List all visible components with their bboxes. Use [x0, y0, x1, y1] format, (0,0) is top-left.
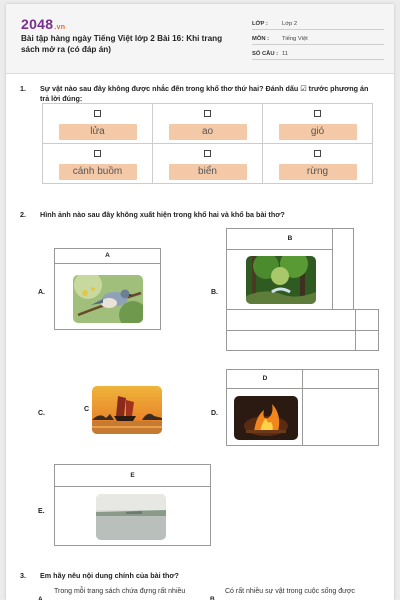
meta-question-count: SỐ CÂU : 11 [252, 46, 384, 60]
option-e-box[interactable]: E [54, 464, 211, 546]
table-divider [226, 249, 333, 250]
table-divider [226, 330, 379, 331]
checkbox[interactable] [314, 150, 321, 157]
q1-options-table [42, 103, 373, 184]
meta-class: LỚP : Lớp 2 [252, 16, 384, 30]
answer-b-letter[interactable]: B. [210, 596, 217, 600]
fire-image [234, 396, 298, 440]
worksheet-page [6, 4, 394, 600]
sailboat-image [92, 386, 162, 434]
option-c-head: C [84, 406, 90, 413]
q1-option-5[interactable]: biển [153, 144, 263, 184]
question-text: Hình ảnh nào sau đây không xuất hiện trong khổ hai và khổ ba bài thơ? [40, 210, 285, 219]
checkbox[interactable] [94, 110, 101, 117]
meta-subject: MÔN : Tiếng Việt [252, 31, 384, 45]
question-text: Em hãy nêu nội dung chính của bài thơ? [40, 571, 179, 580]
option-b-box[interactable]: B [226, 228, 354, 310]
bird-image [73, 275, 143, 323]
worksheet-header [6, 4, 394, 74]
table-divider [332, 228, 333, 310]
q1-option-6[interactable]: rừng [263, 144, 373, 184]
option-c-letter[interactable]: C. [38, 410, 45, 417]
answer-a-letter[interactable]: A. [38, 596, 45, 600]
option-a-box[interactable]: A [54, 248, 161, 330]
q1-option-1[interactable]: lửa [43, 104, 153, 144]
checkbox[interactable] [204, 110, 211, 117]
option-d-box[interactable]: D [226, 369, 379, 446]
q1-option-3[interactable]: gió [263, 104, 373, 144]
worksheet-title: Bài tập hàng ngày Tiếng Việt lớp 2 Bài 16: Khi trang sách mở ra (có đáp án) [21, 34, 223, 54]
worksheet-meta [252, 16, 384, 61]
checkbox[interactable] [204, 150, 211, 157]
forest-image [246, 256, 316, 304]
q1-option-2[interactable]: ao [153, 104, 263, 144]
answer-b-text: Có rất nhiều sự vật trong cuộc sống được [225, 588, 355, 595]
table-divider [355, 309, 356, 351]
option-e-letter[interactable]: E. [38, 508, 45, 515]
option-a-letter[interactable]: A. [38, 289, 45, 296]
table-divider [302, 369, 303, 446]
question-text: Sự vật nào sau đây không được nhắc đến trong khổ thơ thứ hai? Đánh dấu ☑ trước phương án trả lời đúng: [40, 84, 369, 103]
checkbox[interactable] [314, 110, 321, 117]
q1-option-4[interactable]: cánh buồm [43, 144, 153, 184]
question-number: 2. [20, 210, 26, 219]
table-divider [226, 388, 379, 389]
question-number: 3. [20, 571, 26, 580]
question-number: 1. [20, 84, 26, 93]
answer-a-text: Trong mỗi trang sách chứa đựng rất nhiều [54, 588, 186, 595]
checkbox[interactable] [94, 150, 101, 157]
brand-logo[interactable]: 2048.vn [21, 16, 66, 32]
lake-image [96, 494, 166, 540]
option-d-letter[interactable]: D. [211, 410, 218, 417]
option-b-letter[interactable]: B. [211, 289, 218, 296]
